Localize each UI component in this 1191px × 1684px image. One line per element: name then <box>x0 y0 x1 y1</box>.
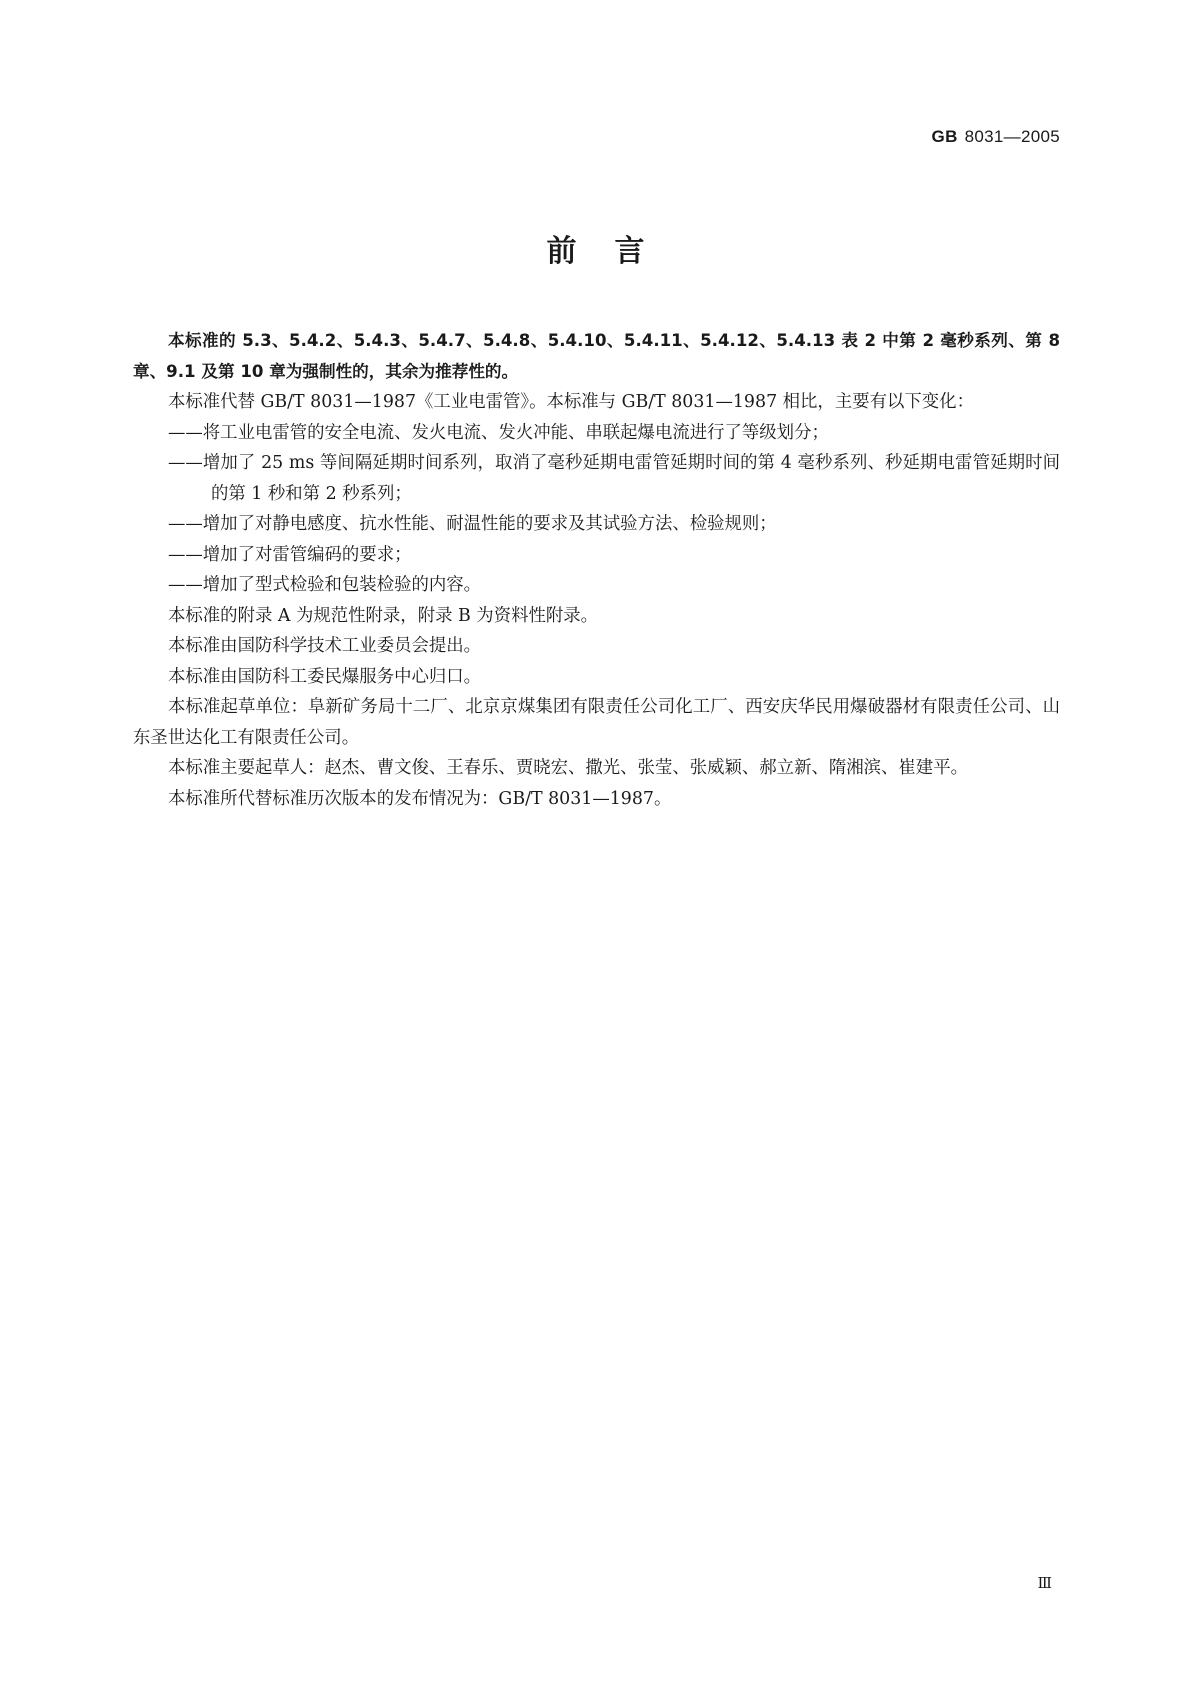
page-number: Ⅲ <box>1037 1574 1051 1592</box>
centralized-by-paragraph: 本标准由国防科工委民爆服务中心归口。 <box>168 666 482 687</box>
replaces-paragraph: 本标准代替 GB/T 8031—1987《工业电雷管》。本标准与 GB/T 8031—1987 相比，主要有以下变化： <box>168 392 974 412</box>
drafters-paragraph: 本标准主要起草人：赵杰、曹文俊、王春乐、贾晓宏、撒光、张莹、张威颖、郝立新、隋湘滨、崔建平。 <box>168 758 968 778</box>
history-paragraph: 本标准所代替标准历次版本的发布情况为：GB/T 8031—1987。 <box>168 788 672 809</box>
change-list-item: ——将工业电雷管的安全电流、发火电流、发火冲能、串联起爆电流进行了等级划分； <box>168 422 829 443</box>
foreword-body <box>133 326 1060 814</box>
mandatory-clauses-paragraph: 本标准的 5.3、5.4.2、5.4.3、5.4.7、5.4.8、5.4.10、5.4.11、5.4.12、5.4.13 表 2 中第 2 毫秒系列、第 8 章、9.1 及第 10 章为强制性的，其余为推荐性的。 <box>133 331 1060 381</box>
page-title: 前言 <box>546 234 683 269</box>
proposed-by-paragraph: 本标准由国防科学技术工业委员会提出。 <box>168 636 482 656</box>
change-list-item: ——增加了 25 ms 等间隔延期时间系列，取消了毫秒延期电雷管延期时间的第 4 毫秒系列、秒延期电雷管延期时间的第 1 秒和第 2 秒系列； <box>168 453 1060 504</box>
standard-number: 8031—2005 <box>964 127 1060 146</box>
standard-prefix: GB <box>931 127 958 146</box>
standard-code <box>932 127 1060 147</box>
change-list-item: ——增加了对静电感度、抗水性能、耐温性能的要求及其试验方法、检验规则； <box>168 514 777 534</box>
change-list-item: ——增加了型式检验和包装检验的内容。 <box>168 575 482 595</box>
change-list-item: ——增加了对雷管编码的要求； <box>168 544 412 565</box>
drafting-units-paragraph: 本标准起草单位：阜新矿务局十二厂、北京京煤集团有限责任公司化工厂、西安庆华民用爆破器材有限责任公司、山东圣世达化工有限责任公司。 <box>133 697 1060 748</box>
appendix-paragraph: 本标准的附录 A 为规范性附录，附录 B 为资料性附录。 <box>168 605 599 626</box>
